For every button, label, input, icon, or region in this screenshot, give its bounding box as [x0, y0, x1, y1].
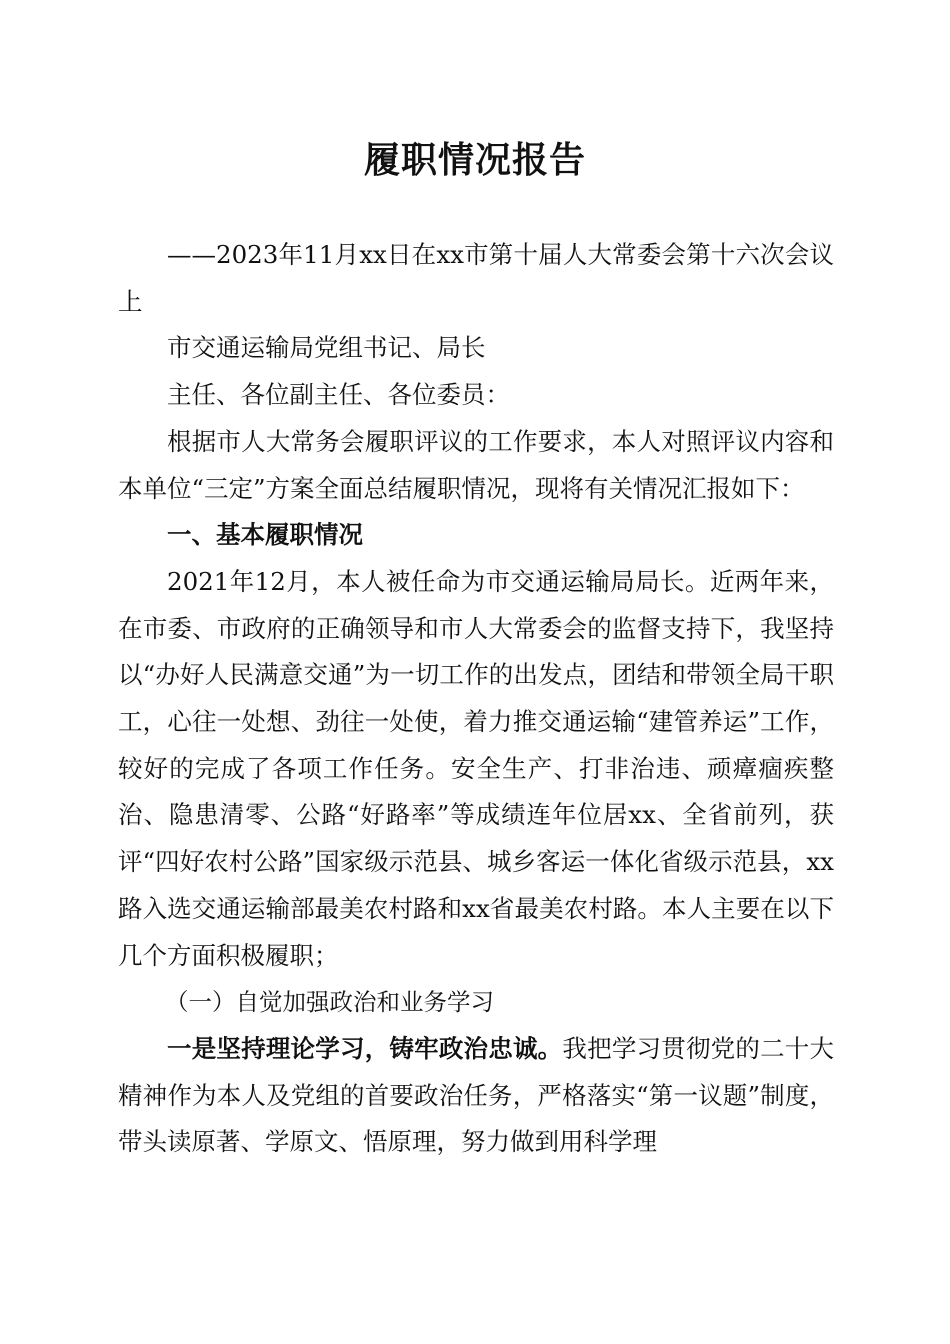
- intro-paragraph: 根据市人大常务会履职评议的工作要求，本人对照评议内容和本单位“三定”方案全面总结履职情况，现将有关情况汇报如下：: [118, 426, 834, 503]
- section-heading-basic-duties: 一、基本履职情况: [167, 520, 363, 550]
- point-lead: 一是坚持理论学习，铸牢政治忠诚。: [167, 1033, 563, 1063]
- document-body: [118, 232, 834, 1166]
- salutation: 主任、各位副主任、各位委员：: [167, 380, 510, 410]
- author-line: 市交通运输局党组书记、局长: [167, 333, 486, 363]
- document-title: 履职情况报告: [363, 139, 586, 181]
- point-paragraph-theory-study: [118, 1026, 834, 1166]
- point-text: 我把学习贯彻党的二十大精神作为本人及党组的首要政治任务，严格落实“第一议题”制度，带头读原著、学原文、悟原理，努力做到用科学理: [118, 1033, 835, 1157]
- subsection-heading-study: （一）自觉加强政治和业务学习: [165, 988, 494, 1017]
- subtitle-line: ——2023年11月xx日在xx市第十届人大常委会第十六次会议上: [118, 240, 834, 316]
- section-paragraph-basic-duties: 2021年12月，本人被任命为市交通运输局局长。近两年来，在市委、市政府的正确领导和市人大常委会的监督支持下，我坚持以“办好人民满意交通”为一切工作的出发点，团结和带领全局干职工，心往一处想、劲往一处使，着力推交通运输“建管养运”工作，较好的完成了各项工作任务。安全生产、打非治违、顽瘴痼疾整治、隐患清零、公路“好路率”等成绩连年位居xx、全省前列，获评“四好农村公路”国家级示范县、城乡客运一体化省级示范县，xx路入选交通运输部最美农村路和xx省最美农村路。本人主要在以下几个方面积极履职；: [118, 566, 834, 970]
